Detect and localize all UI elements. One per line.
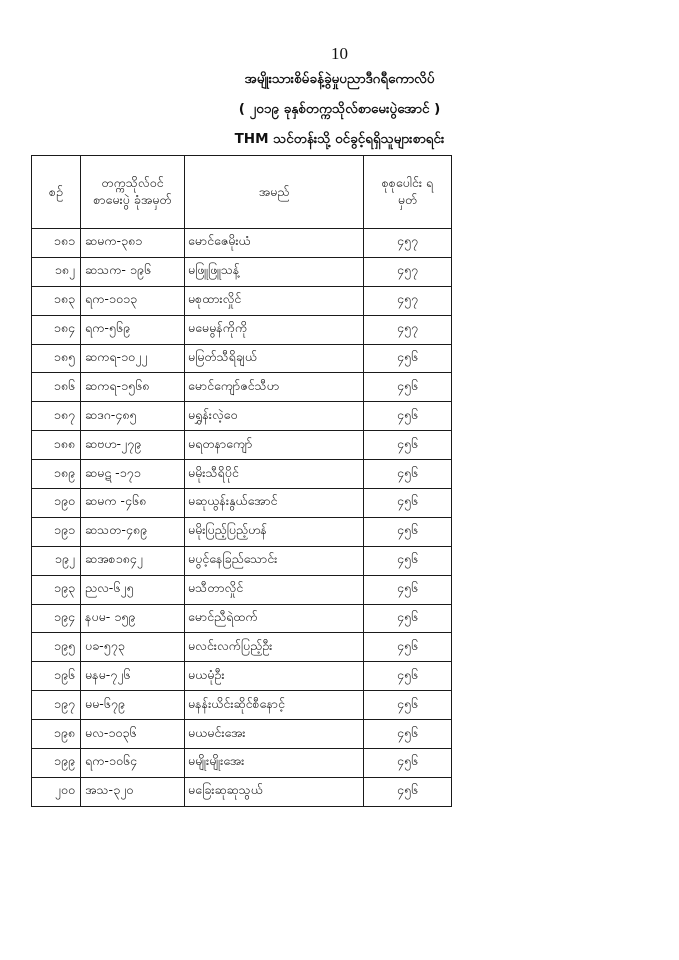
candidate-name: မောင်ကျော်ဇင်သီဟ [185, 373, 364, 402]
total-marks: ၄၅၆ [364, 575, 452, 604]
row-number: ၁၉၄ [32, 604, 81, 633]
admission-list-table [31, 155, 452, 807]
table-row [32, 604, 452, 633]
candidate-name: မောင်ညီရဲထက် [185, 604, 364, 633]
row-number: ၁၉၇ [32, 691, 81, 720]
page-number: 10 [331, 44, 348, 63]
exam-seat-number: ဆမက-၃၈၁ [81, 229, 185, 258]
candidate-name: မယမုံဦး [185, 662, 364, 691]
candidate-name: မသီတာလှိုင် [185, 575, 364, 604]
exam-year-heading: ( ၂၀၁၉ ခုနှစ်တက္ကသိုလ်စာမေးပွဲအောင် ) [238, 101, 441, 117]
exam-seat-number: ပခ-၅၇၃ [81, 633, 185, 662]
candidate-name: မမေမွန်ကိုကို [185, 315, 364, 344]
candidate-name: မစုထားလှိုင် [185, 286, 364, 315]
table-row [32, 749, 452, 778]
row-number: ၁၉၈ [32, 720, 81, 749]
table-row [32, 460, 452, 489]
total-marks: ၄၅၇ [364, 257, 452, 286]
exam-seat-number: ဆသတ-၄၈၉ [81, 517, 185, 546]
candidate-name: မမျိုးမျိုးအေး [185, 749, 364, 778]
exam-seat-number: ဆသက- ၁၉၆ [81, 257, 185, 286]
row-number: ၂၀၀ [32, 777, 81, 806]
total-marks: ၄၅၆ [364, 749, 452, 778]
total-marks: ၄၅၆ [364, 402, 452, 431]
exam-seat-number: ရက-၁၀၁၃ [81, 286, 185, 315]
table-row [32, 691, 452, 720]
candidate-name: မောင်ဇေမိုးယံ [185, 229, 364, 258]
row-number: ၁၈၉ [32, 460, 81, 489]
row-number: ၁၈၃ [32, 286, 81, 315]
total-marks: ၄၅၆ [364, 604, 452, 633]
exam-seat-number: ဆကရ-၁၅၆၈ [81, 373, 185, 402]
row-number: ၁၈၅ [32, 344, 81, 373]
total-marks: ၄၅၆ [364, 373, 452, 402]
row-number: ၁၈၂ [32, 257, 81, 286]
exam-seat-number: ဆဒဂ-၄၈၅ [81, 402, 185, 431]
row-number: ၁၈၆ [32, 373, 81, 402]
row-number: ၁၈၇ [32, 402, 81, 431]
candidate-name: မမိုးပြည့်ပြည့်ဟန် [185, 517, 364, 546]
table-row [32, 286, 452, 315]
candidate-name: မခြေးဆုဆုသွယ် [185, 777, 364, 806]
exam-seat-number: နပမ- ၁၅၉ [81, 604, 185, 633]
table-row [32, 720, 452, 749]
total-marks: ၄၅၆ [364, 777, 452, 806]
table-row [32, 257, 452, 286]
exam-seat-number: ဆကရ-၁၀၂၂ [81, 344, 185, 373]
exam-seat-number: ရက-၅၆၉ [81, 315, 185, 344]
candidate-name: မရတနာကျော် [185, 431, 364, 460]
total-marks: ၄၅၆ [364, 489, 452, 518]
list-title-heading: THM သင်တန်းသို့ ဝင်ခွင့်ရရှိသူများစာရင်း [234, 131, 445, 147]
header-total-marks: စုစုပေါင်း ရမှတ် [364, 156, 452, 229]
row-number: ၁၉၁ [32, 517, 81, 546]
table-header-row [32, 156, 452, 229]
candidate-name: မယမင်းအေး [185, 720, 364, 749]
candidate-name: မမြတ်သီရိချယ် [185, 344, 364, 373]
candidate-name: မမိုးသီရိပိုင် [185, 460, 364, 489]
row-number: ၁၉၂ [32, 546, 81, 575]
total-marks: ၄၅၆ [364, 633, 452, 662]
exam-seat-number: မမ-၆၇၉ [81, 691, 185, 720]
candidate-name: မဖြူဖြူသန့် [185, 257, 364, 286]
candidate-name: မလင်းလက်ပြည့်ဦး [185, 633, 364, 662]
table-row [32, 229, 452, 258]
table-row [32, 315, 452, 344]
total-marks: ၄၅၇ [364, 315, 452, 344]
exam-seat-number: အသ-၃၂၀ [81, 777, 185, 806]
row-number: ၁၉၃ [32, 575, 81, 604]
table-row [32, 517, 452, 546]
row-number: ၁၉၀ [32, 489, 81, 518]
candidate-name: မဆုယွန်းနွယ်အောင် [185, 489, 364, 518]
table-row [32, 546, 452, 575]
total-marks: ၄၅၆ [364, 546, 452, 575]
candidate-name: မပွင့်နေခြည်သောင်း [185, 546, 364, 575]
header-exam-id: တက္ကသိုလ်ဝင် စာမေးပွဲ ခုံအမှတ် [81, 156, 185, 229]
exam-seat-number: ဆဗဟ-၂၇၉ [81, 431, 185, 460]
table-row [32, 402, 452, 431]
total-marks: ၄၅၆ [364, 431, 452, 460]
table-row [32, 575, 452, 604]
college-heading: အမျိုးသားစိမ်ခန့်ခွဲမှုပညာဒီဂရီကောလိပ် [244, 71, 435, 87]
exam-seat-number: ဆအစ၁၈၄၂ [81, 546, 185, 575]
row-number: ၁၉၉ [32, 749, 81, 778]
row-number: ၁၉၅ [32, 633, 81, 662]
row-number: ၁၈၄ [32, 315, 81, 344]
total-marks: ၄၅၆ [364, 720, 452, 749]
total-marks: ၄၅၆ [364, 662, 452, 691]
table-body [32, 229, 452, 807]
table-row [32, 431, 452, 460]
candidate-name: မရွှန်းလဲ့ဝေ [185, 402, 364, 431]
total-marks: ၄၅၇ [364, 286, 452, 315]
total-marks: ၄၅၇ [364, 229, 452, 258]
row-number: ၁၉၆ [32, 662, 81, 691]
header-no: စဉ် [32, 156, 81, 229]
table-row [32, 344, 452, 373]
total-marks: ၄၅၆ [364, 517, 452, 546]
header-name: အမည် [185, 156, 364, 229]
exam-seat-number: ဆမက -၄၆၈ [81, 489, 185, 518]
table-row [32, 489, 452, 518]
table-row [32, 777, 452, 806]
total-marks: ၄၅၆ [364, 460, 452, 489]
total-marks: ၄၅၆ [364, 691, 452, 720]
table-row [32, 633, 452, 662]
row-number: ၁၈၁ [32, 229, 81, 258]
table-row [32, 373, 452, 402]
candidate-name: မနန်းယိင်းဆိုင်စီနောင့် [185, 691, 364, 720]
total-marks: ၄၅၆ [364, 344, 452, 373]
exam-seat-number: ရက-၁၀၆၄ [81, 749, 185, 778]
exam-seat-number: ညလ-၆၂၅ [81, 575, 185, 604]
exam-seat-number: ဆမဋ -၁၇၁ [81, 460, 185, 489]
table-row [32, 662, 452, 691]
exam-seat-number: မနမ-၇၂၆ [81, 662, 185, 691]
exam-seat-number: မလ-၁၀၃၆ [81, 720, 185, 749]
row-number: ၁၈၈ [32, 431, 81, 460]
